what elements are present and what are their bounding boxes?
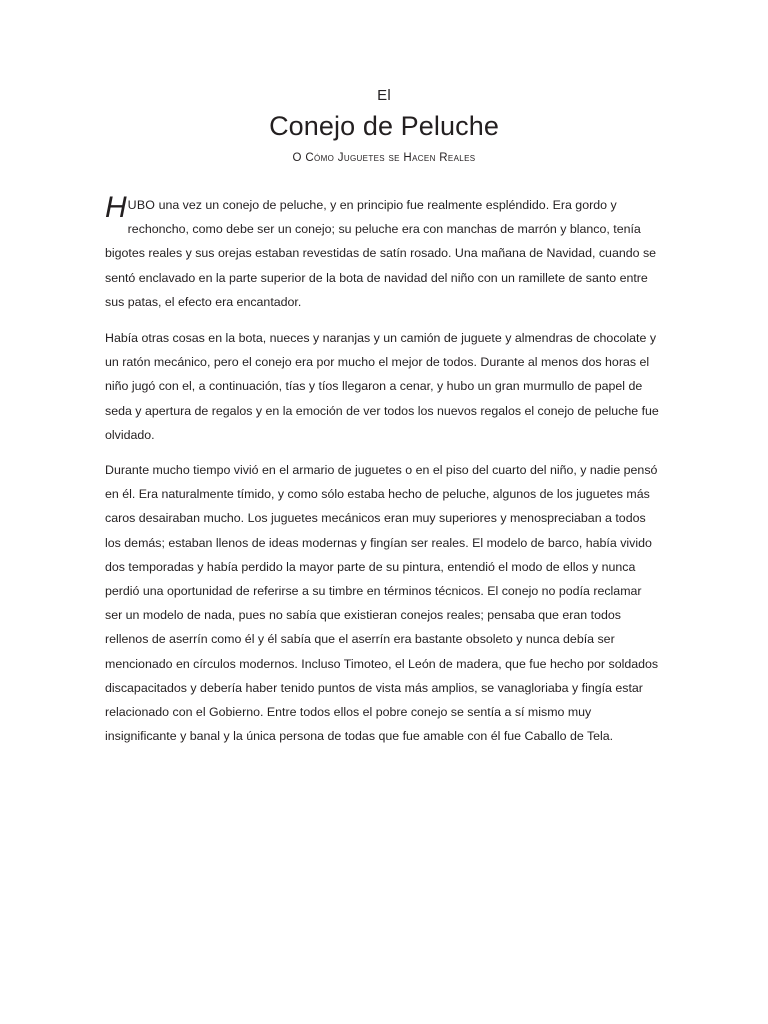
paragraph-1 — [105, 193, 661, 314]
title-article-line: El — [377, 87, 391, 104]
paragraph-1-text: una vez un conejo de peluche, y en principio fue realmente espléndido. Era gordo y rechoncho, como debe ser un conejo; su peluche era con manchas de marrón y blanco, tenía bigotes reales y sus orejas estaban revestidas de satín rosado. Una mañana de Navidad, cuando se sentó enclavado en la parte superior de la bota de navidad del niño con un ramillete de santo entre sus patas, el efecto era encantador. — [105, 198, 657, 309]
body-text-column — [105, 193, 661, 759]
paragraph-2: Había otras cosas en la bota, nueces y naranjas y un camión de juguete y almendras de chocolate y un ratón mecánico, pero el conejo era por mucho el mejor de todos. Durante al menos dos horas el niño jugó con el, a continuación, tías y tíos llegaron a cenar, y hubo un gran murmullo de papel de seda y apertura de regalos y en la emoción de ver todos los nuevos regalos el conejo de peluche fue olvidado. — [105, 331, 659, 442]
page-title: Conejo de Peluche — [269, 111, 499, 141]
paragraph-3: Durante mucho tiempo vivió en el armario de juguetes o en el piso del cuarto del niño, y nadie pensó en él. Era naturalmente tímido, y como sólo estaba hecho de peluche, algunos de los juguetes más caros desairaban mucho. Los juguetes mecánicos eran muy superiores y menospreciaban a todos los demás; estaban llenos de ideas modernas y fingían ser reales. El modelo de barco, había vivido dos temporadas y había perdido la mayor parte de su pintura, entendió el modo de ellos y nunca perdió una oportunidad de referirse a su timbre en términos técnicos. El conejo no podía reclamar ser un modelo de nada, pues no sabía que existieran conejos reales; pensaba que eran todos rellenos de aserrín como él y él sabía que el aserrín era bastante obsoleto y nunca debía ser mencionado en círculos modernos. Incluso Timoteo, el León de madera, que fue hecho por soldados discapacitados y debería haber tenido puntos de vista más amplios, se vanagloriaba y fingía estar relacionado con el Gobierno. Entre todos ellos el pobre conejo se sentía a sí mismo muy insignificante y banal y la única persona de todas que fue amable con él fue Caballo de Tela. — [105, 463, 659, 744]
title-block — [0, 0, 768, 166]
paragraph-1-smallcaps-opening: UBO — [127, 198, 156, 212]
page-subtitle: O Cómo Juguetes se Hacen Reales — [292, 152, 476, 164]
drop-cap-letter: H — [105, 191, 127, 224]
